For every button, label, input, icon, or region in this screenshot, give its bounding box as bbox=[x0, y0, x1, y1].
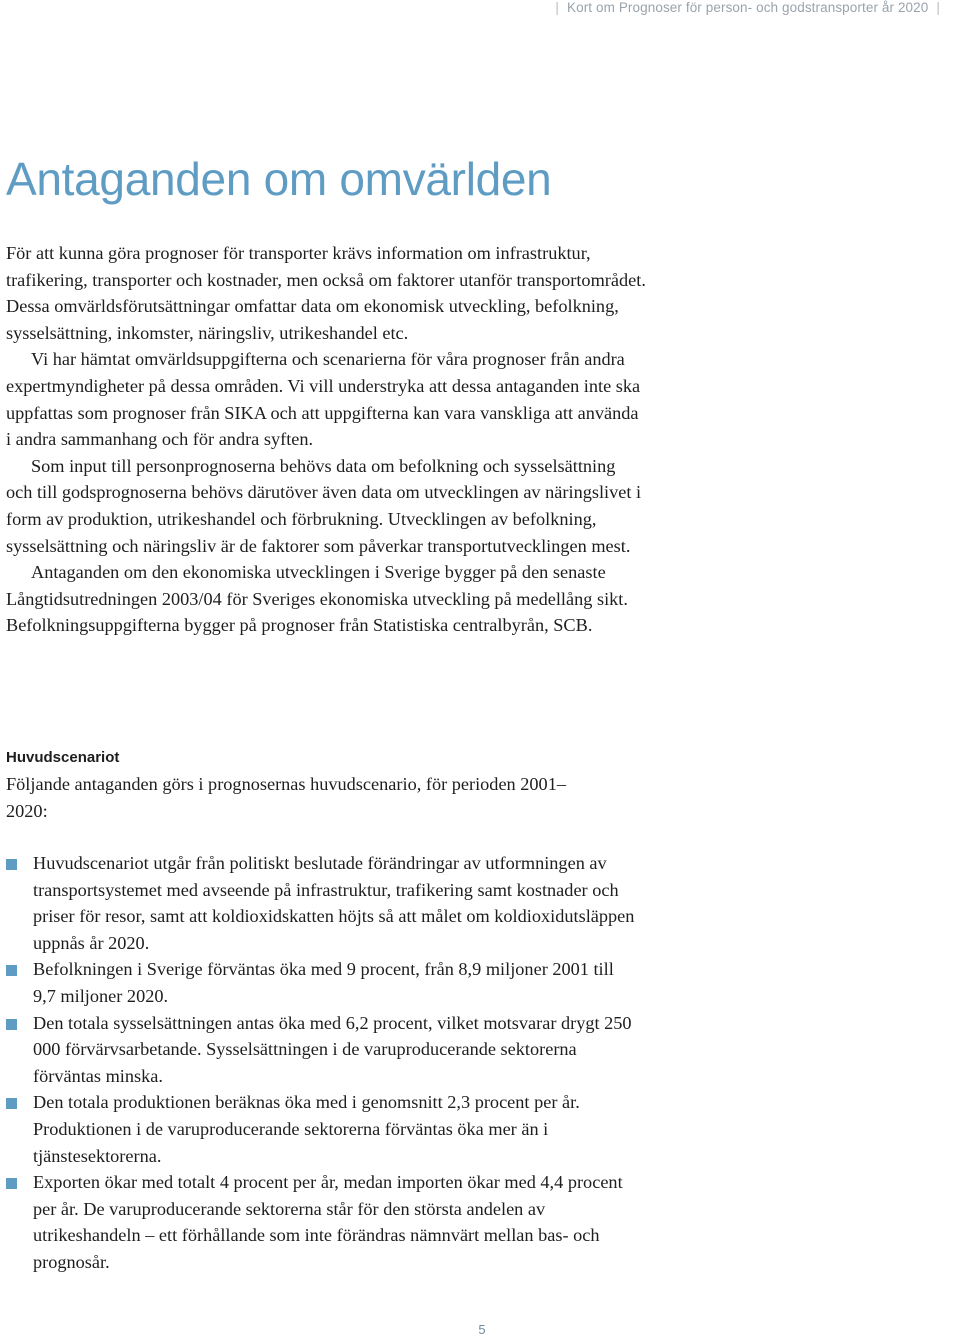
section-intro: Följande antaganden görs i prognosernas huvudscenario, för perioden 2001–2020: bbox=[6, 774, 566, 821]
page-number: 5 bbox=[478, 1322, 486, 1337]
body-text bbox=[6, 240, 646, 639]
square-bullet-icon bbox=[6, 1098, 17, 1109]
paragraph-4: Antaganden om den ekonomiska utvecklingen i Sverige bygger på den senaste Långtidsutredningen 2003/04 för Sveriges ekonomiska utveckling på medellång sikt. Befolkningsuppgifterna bygger på prognoser från Statistiska centralbyrån, SCB. bbox=[6, 562, 628, 636]
running-header-title: Kort om Prognoser för person- och godstransporter år 2020 bbox=[567, 0, 929, 15]
paragraph-3: Som input till personprognoserna behövs data om befolkning och sysselsättning och till godsprognoserna behövs därutöver även data om utvecklingen av näringslivet i form av produktion, utrikeshandel och förbrukning. Utvecklingen av befolkning, sysselsättning och näringsliv är de faktorer som påverkar transportutvecklingen mest. bbox=[6, 455, 642, 556]
square-bullet-icon bbox=[6, 1178, 17, 1189]
section-heading: Huvudscenariot bbox=[6, 749, 120, 766]
running-header bbox=[547, 0, 948, 15]
list-item bbox=[6, 1089, 636, 1169]
list-item-text: Den totala produktionen beräknas öka med i genomsnitt 2,3 procent per år. Produktionen i de varuproducerande sektorerna förväntas öka mer än i tjänstesektorerna. bbox=[33, 1092, 580, 1166]
page-title: Antaganden om omvärlden bbox=[6, 153, 552, 205]
list-item bbox=[6, 1169, 636, 1275]
square-bullet-icon bbox=[6, 859, 17, 870]
header-separator-left: | bbox=[555, 0, 559, 15]
paragraph-1: För att kunna göra prognoser för transporter krävs information om infrastruktur, trafikering, transporter och kostnader, men också om faktorer utanför transportområdet. Dessa omvärldsförutsättningar omfattar data om ekonomisk utveckling, befolkning, sysselsättning, inkomster, näringsliv, utrikeshandel etc. bbox=[6, 243, 646, 343]
list-item bbox=[6, 1010, 636, 1090]
paragraph-2: Vi har hämtat omvärldsuppgifterna och scenarierna för våra prognoser från andra expertmyndigheter på dessa områden. Vi vill understryka att dessa antaganden inte ska uppfattas som prognoser från SIKA och att uppgifterna kan vara vanskliga att använda i andra sammanhang och för andra syften. bbox=[6, 349, 641, 450]
header-separator-right: | bbox=[936, 0, 940, 15]
list-item bbox=[6, 850, 636, 956]
list-item-text: Exporten ökar med totalt 4 procent per år, medan importen ökar med 4,4 procent per år. De varuproducerande sektorerna står för den största andelen av utrikeshandeln – ett förhållande som inte förändras nämnvärt mellan bas- och prognosår. bbox=[33, 1172, 623, 1272]
assumption-list bbox=[6, 850, 636, 1276]
list-item-text: Huvudscenariot utgår från politiskt beslutade förändringar av utformningen av transportsystemet med avseende på infrastruktur, trafikering samt kostnader och priser för resor, samt att koldioxidskatten höjts så att målet om koldioxidutsläppen uppnås år 2020. bbox=[33, 853, 635, 953]
list-item bbox=[6, 956, 636, 1009]
square-bullet-icon bbox=[6, 965, 17, 976]
square-bullet-icon bbox=[6, 1019, 17, 1030]
list-item-text: Befolkningen i Sverige förväntas öka med 9 procent, från 8,9 miljoner 2001 till 9,7 miljoner 2020. bbox=[33, 959, 614, 1006]
list-item-text: Den totala sysselsättningen antas öka med 6,2 procent, vilket motsvarar drygt 250 000 förvärvsarbetande. Sysselsättningen i de varuproducerande sektorerna förväntas minska. bbox=[33, 1012, 632, 1086]
